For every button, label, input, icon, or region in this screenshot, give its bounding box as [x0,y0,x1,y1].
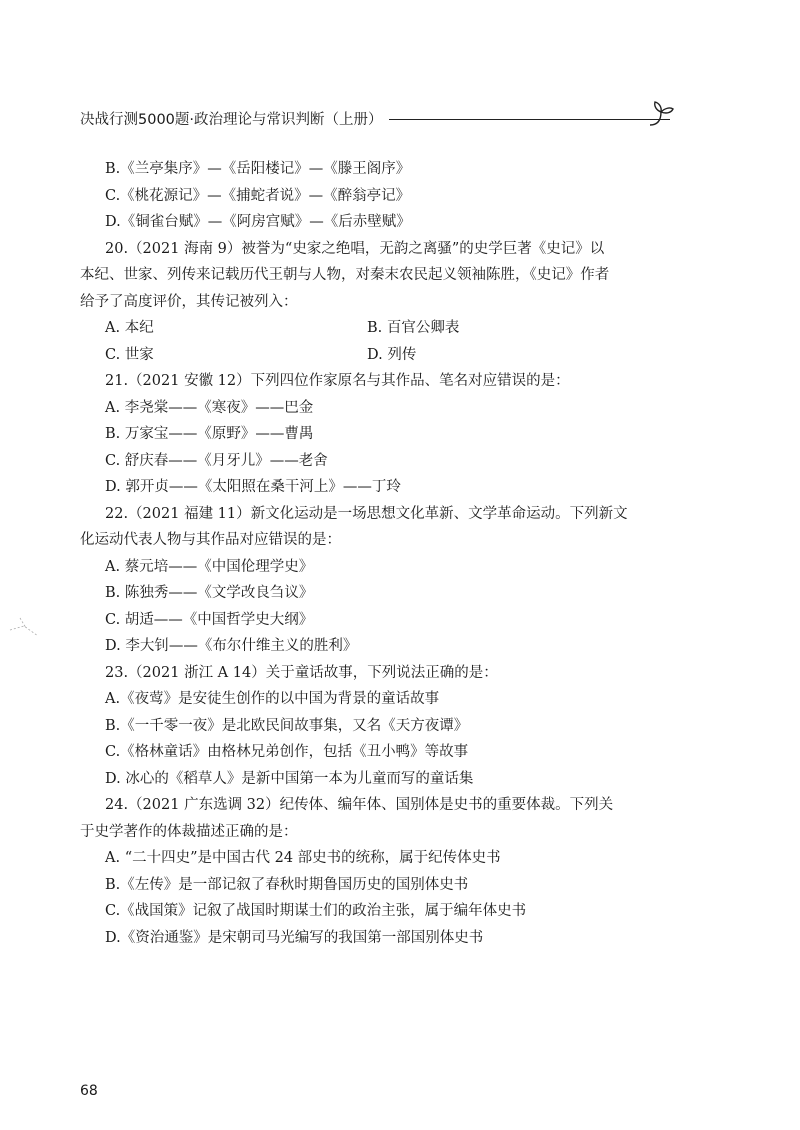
question-stem: 23.（2021 浙江 A 14）关于童话故事，下列说法正确的是： [105,664,498,681]
option-text: B.《兰亭集序》—《岳阳楼记》—《滕王阁序》 [105,161,411,177]
option-text: A. 李尧棠——《寒夜》——巴金 [105,399,314,416]
question-stem: 化运动代表人物与其作品对应错误的是： [80,532,341,548]
question-stem: 给予了高度评价，其传记被列入： [80,293,298,310]
option-text: A. “二十四史”是中国古代 24 部史书的统称，属于纪传体史书 [105,850,501,866]
page-number: 68 [80,1083,98,1099]
option-text: C.《格林童话》由格林兄弟创作，包括《丑小鸭》等故事 [105,744,469,760]
sprout-icon [646,98,676,128]
page-content [80,156,670,951]
option-text: A.《夜莺》是安徒生创作的以中国为背景的童话故事 [105,691,440,707]
option-text: A. 蔡元培——《中国伦理学史》 [105,558,314,575]
option-text: B. 陈独秀——《文学改良刍议》 [105,585,314,601]
question-stem: 于史学著作的体裁描述正确的是： [80,823,298,840]
scan-smudge [6,608,46,648]
option-text: C.《桃花源记》—《捕蛇者说》—《醉翁亭记》 [105,187,411,204]
book-title: 决战行测5000题·政治理论与常识判断（上册） [80,111,383,128]
option-row [80,342,670,369]
option-text: D.《铜雀台赋》—《阿房宫赋》—《后赤壁赋》 [105,214,411,230]
option-text: B.《左传》是一部记叙了春秋时期鲁国历史的国别体史书 [105,876,469,893]
option-text: D. 郭开贞——《太阳照在桑干河上》——丁玲 [105,479,401,495]
question-stem: 20.（2021 海南 9）被誉为“史家之绝唱，无韵之离骚”的史学巨著《史记》以 [105,240,605,257]
option-text: B.《一千零一夜》是北欧民间故事集，又名《天方夜谭》 [105,717,469,734]
option-text: D. 列传 [367,346,417,363]
option-text: C. 舒庆春——《月牙儿》——老舍 [105,452,328,469]
option-text: D.《资治通鉴》是宋朝司马光编写的我国第一部国别体史书 [105,929,484,946]
option-text: D. 冰心的《稻草人》是新中国第一本为儿童而写的童话集 [105,770,474,787]
option-text: D. 李大钊——《布尔什维主义的胜利》 [105,638,358,654]
option-text: C. 世家 [105,346,154,363]
question-stem: 21.（2021 安徽 12）下列四位作家原名与其作品、笔名对应错误的是： [105,373,570,389]
question-stem: 24.（2021 广东选调 32）纪传体、编年体、国别体是史书的重要体裁。下列关 [105,797,614,813]
option-text: C. 胡适——《中国哲学史大纲》 [105,611,314,628]
question-stem: 22.（2021 福建 11）新文化运动是一场思想文化革新、文学革命运动。下列新文 [105,505,628,522]
option-text: A. 本纪 [105,320,154,336]
option-text: B. 百官公卿表 [367,320,460,336]
option-text: B. 万家宝——《原野》——曹禺 [105,426,314,442]
header-rule [389,119,670,120]
question-stem: 本纪、世家、列传来记载历代王朝与人物，对秦末农民起义领袖陈胜，《史记》作者 [80,267,610,283]
running-header [80,106,670,130]
option-text: C.《战国策》记叙了战国时期谋士们的政治主张，属于编年体史书 [105,903,527,919]
option-row [80,315,670,342]
